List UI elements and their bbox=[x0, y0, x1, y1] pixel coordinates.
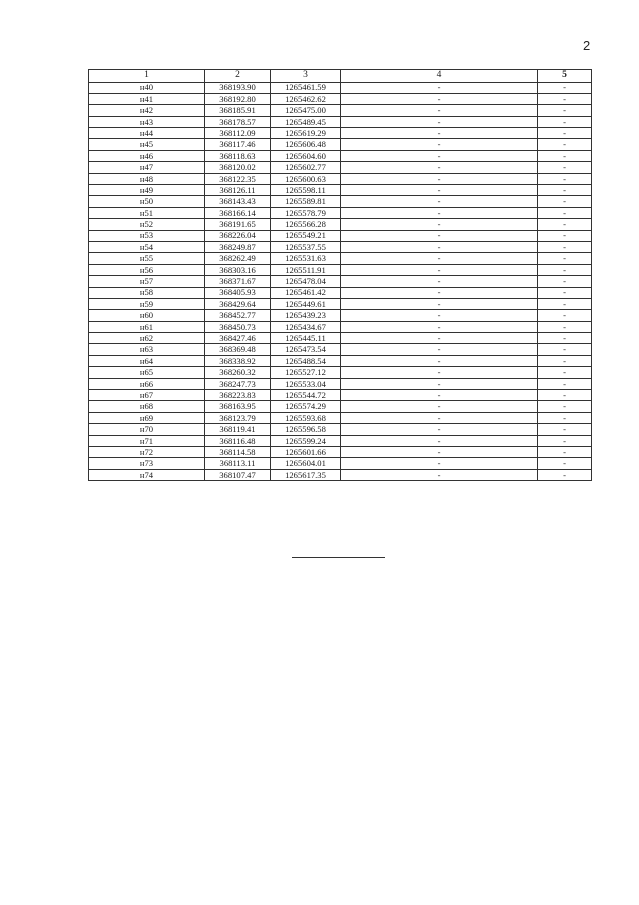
x-coordinate-cell: 368371.67 bbox=[205, 276, 271, 287]
x-coordinate-cell: 368405.93 bbox=[205, 287, 271, 298]
table-row bbox=[89, 321, 592, 332]
x-coordinate-cell: 368427.46 bbox=[205, 333, 271, 344]
y-coordinate-cell: 1265434.67 bbox=[271, 321, 341, 332]
column-4-cell: - bbox=[341, 321, 538, 332]
y-coordinate-cell: 1265473.54 bbox=[271, 344, 341, 355]
x-coordinate-cell: 368119.41 bbox=[205, 424, 271, 435]
table-row bbox=[89, 128, 592, 139]
table-row bbox=[89, 82, 592, 93]
point-id-cell: н61 bbox=[89, 321, 205, 332]
y-coordinate-cell: 1265598.11 bbox=[271, 185, 341, 196]
column-5-cell: - bbox=[538, 390, 592, 401]
point-id-cell: н59 bbox=[89, 298, 205, 309]
y-coordinate-cell: 1265462.62 bbox=[271, 93, 341, 104]
table-row bbox=[89, 185, 592, 196]
column-4-cell: - bbox=[341, 173, 538, 184]
table-row bbox=[89, 93, 592, 104]
x-coordinate-cell: 368193.90 bbox=[205, 82, 271, 93]
x-coordinate-cell: 368113.11 bbox=[205, 458, 271, 469]
column-5-cell: - bbox=[538, 367, 592, 378]
column-5-cell: - bbox=[538, 241, 592, 252]
table-row bbox=[89, 435, 592, 446]
column-5-cell: - bbox=[538, 230, 592, 241]
table-row bbox=[89, 241, 592, 252]
point-id-cell: н56 bbox=[89, 264, 205, 275]
page-number: 2 bbox=[583, 38, 591, 53]
x-coordinate-cell: 368260.32 bbox=[205, 367, 271, 378]
column-5-cell: - bbox=[538, 173, 592, 184]
table-row bbox=[89, 196, 592, 207]
x-coordinate-cell: 368191.65 bbox=[205, 219, 271, 230]
y-coordinate-cell: 1265489.45 bbox=[271, 116, 341, 127]
column-5-cell: - bbox=[538, 276, 592, 287]
column-4-cell: - bbox=[341, 298, 538, 309]
point-id-cell: н66 bbox=[89, 378, 205, 389]
column-5-cell: - bbox=[538, 207, 592, 218]
table-row bbox=[89, 230, 592, 241]
column-5-cell: - bbox=[538, 150, 592, 161]
y-coordinate-cell: 1265593.68 bbox=[271, 412, 341, 423]
table-row bbox=[89, 287, 592, 298]
y-coordinate-cell: 1265589.81 bbox=[271, 196, 341, 207]
point-id-cell: н50 bbox=[89, 196, 205, 207]
y-coordinate-cell: 1265619.29 bbox=[271, 128, 341, 139]
column-4-cell: - bbox=[341, 150, 538, 161]
coordinates-table bbox=[88, 69, 592, 481]
point-id-cell: н47 bbox=[89, 162, 205, 173]
column-4-cell: - bbox=[341, 367, 538, 378]
y-coordinate-cell: 1265566.28 bbox=[271, 219, 341, 230]
point-id-cell: н53 bbox=[89, 230, 205, 241]
point-id-cell: н65 bbox=[89, 367, 205, 378]
column-5-cell: - bbox=[538, 287, 592, 298]
column-5-cell: - bbox=[538, 93, 592, 104]
point-id-cell: н52 bbox=[89, 219, 205, 230]
y-coordinate-cell: 1265537.55 bbox=[271, 241, 341, 252]
column-5-cell: - bbox=[538, 162, 592, 173]
column-5-cell: - bbox=[538, 333, 592, 344]
point-id-cell: н62 bbox=[89, 333, 205, 344]
point-id-cell: н46 bbox=[89, 150, 205, 161]
column-4-cell: - bbox=[341, 162, 538, 173]
column-5-cell: - bbox=[538, 196, 592, 207]
column-4-cell: - bbox=[341, 128, 538, 139]
y-coordinate-cell: 1265445.11 bbox=[271, 333, 341, 344]
point-id-cell: н54 bbox=[89, 241, 205, 252]
point-id-cell: н55 bbox=[89, 253, 205, 264]
y-coordinate-cell: 1265601.66 bbox=[271, 447, 341, 458]
column-5-cell: - bbox=[538, 310, 592, 321]
column-4-cell: - bbox=[341, 82, 538, 93]
y-coordinate-cell: 1265596.58 bbox=[271, 424, 341, 435]
column-5-cell: - bbox=[538, 128, 592, 139]
column-4-cell: - bbox=[341, 93, 538, 104]
column-4-cell: - bbox=[341, 435, 538, 446]
x-coordinate-cell: 368118.63 bbox=[205, 150, 271, 161]
y-coordinate-cell: 1265449.61 bbox=[271, 298, 341, 309]
point-id-cell: н64 bbox=[89, 355, 205, 366]
y-coordinate-cell: 1265606.48 bbox=[271, 139, 341, 150]
point-id-cell: н51 bbox=[89, 207, 205, 218]
column-5-cell: - bbox=[538, 116, 592, 127]
x-coordinate-cell: 368450.73 bbox=[205, 321, 271, 332]
y-coordinate-cell: 1265461.42 bbox=[271, 287, 341, 298]
table-row bbox=[89, 333, 592, 344]
x-coordinate-cell: 368247.73 bbox=[205, 378, 271, 389]
table-row bbox=[89, 469, 592, 480]
x-coordinate-cell: 368338.92 bbox=[205, 355, 271, 366]
x-coordinate-cell: 368192.80 bbox=[205, 93, 271, 104]
table-row bbox=[89, 367, 592, 378]
column-4-cell: - bbox=[341, 287, 538, 298]
column-5-cell: - bbox=[538, 355, 592, 366]
column-4-cell: - bbox=[341, 253, 538, 264]
point-id-cell: н68 bbox=[89, 401, 205, 412]
y-coordinate-cell: 1265574.29 bbox=[271, 401, 341, 412]
point-id-cell: н43 bbox=[89, 116, 205, 127]
column-4-cell: - bbox=[341, 139, 538, 150]
header-col-4: 4 bbox=[341, 70, 538, 83]
table-row bbox=[89, 355, 592, 366]
point-id-cell: н58 bbox=[89, 287, 205, 298]
x-coordinate-cell: 368369.48 bbox=[205, 344, 271, 355]
column-5-cell: - bbox=[538, 424, 592, 435]
x-coordinate-cell: 368262.49 bbox=[205, 253, 271, 264]
point-id-cell: н72 bbox=[89, 447, 205, 458]
point-id-cell: н71 bbox=[89, 435, 205, 446]
x-coordinate-cell: 368166.14 bbox=[205, 207, 271, 218]
x-coordinate-cell: 368143.43 bbox=[205, 196, 271, 207]
column-4-cell: - bbox=[341, 344, 538, 355]
y-coordinate-cell: 1265475.00 bbox=[271, 105, 341, 116]
column-5-cell: - bbox=[538, 105, 592, 116]
table-row bbox=[89, 298, 592, 309]
point-id-cell: н42 bbox=[89, 105, 205, 116]
point-id-cell: н70 bbox=[89, 424, 205, 435]
x-coordinate-cell: 368178.57 bbox=[205, 116, 271, 127]
column-5-cell: - bbox=[538, 378, 592, 389]
x-coordinate-cell: 368116.48 bbox=[205, 435, 271, 446]
header-col-2: 2 bbox=[205, 70, 271, 83]
column-5-cell: - bbox=[538, 298, 592, 309]
table-row bbox=[89, 390, 592, 401]
table-row bbox=[89, 424, 592, 435]
column-5-cell: - bbox=[538, 82, 592, 93]
y-coordinate-cell: 1265478.04 bbox=[271, 276, 341, 287]
y-coordinate-cell: 1265599.24 bbox=[271, 435, 341, 446]
column-5-cell: - bbox=[538, 469, 592, 480]
y-coordinate-cell: 1265617.35 bbox=[271, 469, 341, 480]
y-coordinate-cell: 1265488.54 bbox=[271, 355, 341, 366]
x-coordinate-cell: 368223.83 bbox=[205, 390, 271, 401]
y-coordinate-cell: 1265531.63 bbox=[271, 253, 341, 264]
y-coordinate-cell: 1265604.60 bbox=[271, 150, 341, 161]
column-4-cell: - bbox=[341, 310, 538, 321]
y-coordinate-cell: 1265544.72 bbox=[271, 390, 341, 401]
point-id-cell: н74 bbox=[89, 469, 205, 480]
table-row bbox=[89, 150, 592, 161]
x-coordinate-cell: 368123.79 bbox=[205, 412, 271, 423]
table-row bbox=[89, 162, 592, 173]
table-header bbox=[89, 70, 592, 83]
table-row bbox=[89, 116, 592, 127]
column-4-cell: - bbox=[341, 241, 538, 252]
column-5-cell: - bbox=[538, 435, 592, 446]
table-row bbox=[89, 105, 592, 116]
column-5-cell: - bbox=[538, 401, 592, 412]
header-col-5: 5 bbox=[538, 70, 592, 83]
column-5-cell: - bbox=[538, 253, 592, 264]
column-5-cell: - bbox=[538, 412, 592, 423]
y-coordinate-cell: 1265602.77 bbox=[271, 162, 341, 173]
table-row bbox=[89, 412, 592, 423]
y-coordinate-cell: 1265461.59 bbox=[271, 82, 341, 93]
column-4-cell: - bbox=[341, 196, 538, 207]
y-coordinate-cell: 1265578.79 bbox=[271, 207, 341, 218]
column-4-cell: - bbox=[341, 207, 538, 218]
table-row bbox=[89, 276, 592, 287]
x-coordinate-cell: 368249.87 bbox=[205, 241, 271, 252]
table-row bbox=[89, 458, 592, 469]
x-coordinate-cell: 368114.58 bbox=[205, 447, 271, 458]
point-id-cell: н44 bbox=[89, 128, 205, 139]
column-4-cell: - bbox=[341, 424, 538, 435]
column-4-cell: - bbox=[341, 458, 538, 469]
column-4-cell: - bbox=[341, 264, 538, 275]
y-coordinate-cell: 1265604.01 bbox=[271, 458, 341, 469]
column-4-cell: - bbox=[341, 355, 538, 366]
table-row bbox=[89, 253, 592, 264]
y-coordinate-cell: 1265439.23 bbox=[271, 310, 341, 321]
column-5-cell: - bbox=[538, 458, 592, 469]
y-coordinate-cell: 1265527.12 bbox=[271, 367, 341, 378]
column-5-cell: - bbox=[538, 219, 592, 230]
table-row bbox=[89, 378, 592, 389]
table-row bbox=[89, 173, 592, 184]
table-row bbox=[89, 344, 592, 355]
x-coordinate-cell: 368112.09 bbox=[205, 128, 271, 139]
table-row bbox=[89, 139, 592, 150]
table-row bbox=[89, 264, 592, 275]
x-coordinate-cell: 368429.64 bbox=[205, 298, 271, 309]
x-coordinate-cell: 368185.91 bbox=[205, 105, 271, 116]
column-5-cell: - bbox=[538, 139, 592, 150]
column-5-cell: - bbox=[538, 447, 592, 458]
column-4-cell: - bbox=[341, 469, 538, 480]
point-id-cell: н57 bbox=[89, 276, 205, 287]
column-5-cell: - bbox=[538, 264, 592, 275]
x-coordinate-cell: 368122.35 bbox=[205, 173, 271, 184]
x-coordinate-cell: 368126.11 bbox=[205, 185, 271, 196]
x-coordinate-cell: 368163.95 bbox=[205, 401, 271, 412]
column-4-cell: - bbox=[341, 447, 538, 458]
column-5-cell: - bbox=[538, 321, 592, 332]
point-id-cell: н60 bbox=[89, 310, 205, 321]
point-id-cell: н45 bbox=[89, 139, 205, 150]
y-coordinate-cell: 1265533.04 bbox=[271, 378, 341, 389]
y-coordinate-cell: 1265549.21 bbox=[271, 230, 341, 241]
header-col-1: 1 bbox=[89, 70, 205, 83]
signature-line bbox=[292, 557, 385, 558]
x-coordinate-cell: 368303.16 bbox=[205, 264, 271, 275]
column-4-cell: - bbox=[341, 219, 538, 230]
x-coordinate-cell: 368107.47 bbox=[205, 469, 271, 480]
column-4-cell: - bbox=[341, 230, 538, 241]
point-id-cell: н63 bbox=[89, 344, 205, 355]
column-4-cell: - bbox=[341, 333, 538, 344]
point-id-cell: н67 bbox=[89, 390, 205, 401]
column-4-cell: - bbox=[341, 412, 538, 423]
x-coordinate-cell: 368117.46 bbox=[205, 139, 271, 150]
column-4-cell: - bbox=[341, 401, 538, 412]
column-4-cell: - bbox=[341, 185, 538, 196]
table-body bbox=[89, 82, 592, 481]
point-id-cell: н49 bbox=[89, 185, 205, 196]
column-4-cell: - bbox=[341, 390, 538, 401]
table-row bbox=[89, 447, 592, 458]
table-row bbox=[89, 219, 592, 230]
column-4-cell: - bbox=[341, 105, 538, 116]
x-coordinate-cell: 368452.77 bbox=[205, 310, 271, 321]
table-row bbox=[89, 401, 592, 412]
column-4-cell: - bbox=[341, 116, 538, 127]
point-id-cell: н48 bbox=[89, 173, 205, 184]
column-4-cell: - bbox=[341, 276, 538, 287]
x-coordinate-cell: 368120.02 bbox=[205, 162, 271, 173]
column-4-cell: - bbox=[341, 378, 538, 389]
y-coordinate-cell: 1265511.91 bbox=[271, 264, 341, 275]
table-row bbox=[89, 310, 592, 321]
point-id-cell: н41 bbox=[89, 93, 205, 104]
point-id-cell: н40 bbox=[89, 82, 205, 93]
point-id-cell: н73 bbox=[89, 458, 205, 469]
column-5-cell: - bbox=[538, 344, 592, 355]
header-col-3: 3 bbox=[271, 70, 341, 83]
table-row bbox=[89, 207, 592, 218]
x-coordinate-cell: 368226.04 bbox=[205, 230, 271, 241]
column-5-cell: - bbox=[538, 185, 592, 196]
point-id-cell: н69 bbox=[89, 412, 205, 423]
y-coordinate-cell: 1265600.63 bbox=[271, 173, 341, 184]
header-row bbox=[89, 70, 592, 83]
